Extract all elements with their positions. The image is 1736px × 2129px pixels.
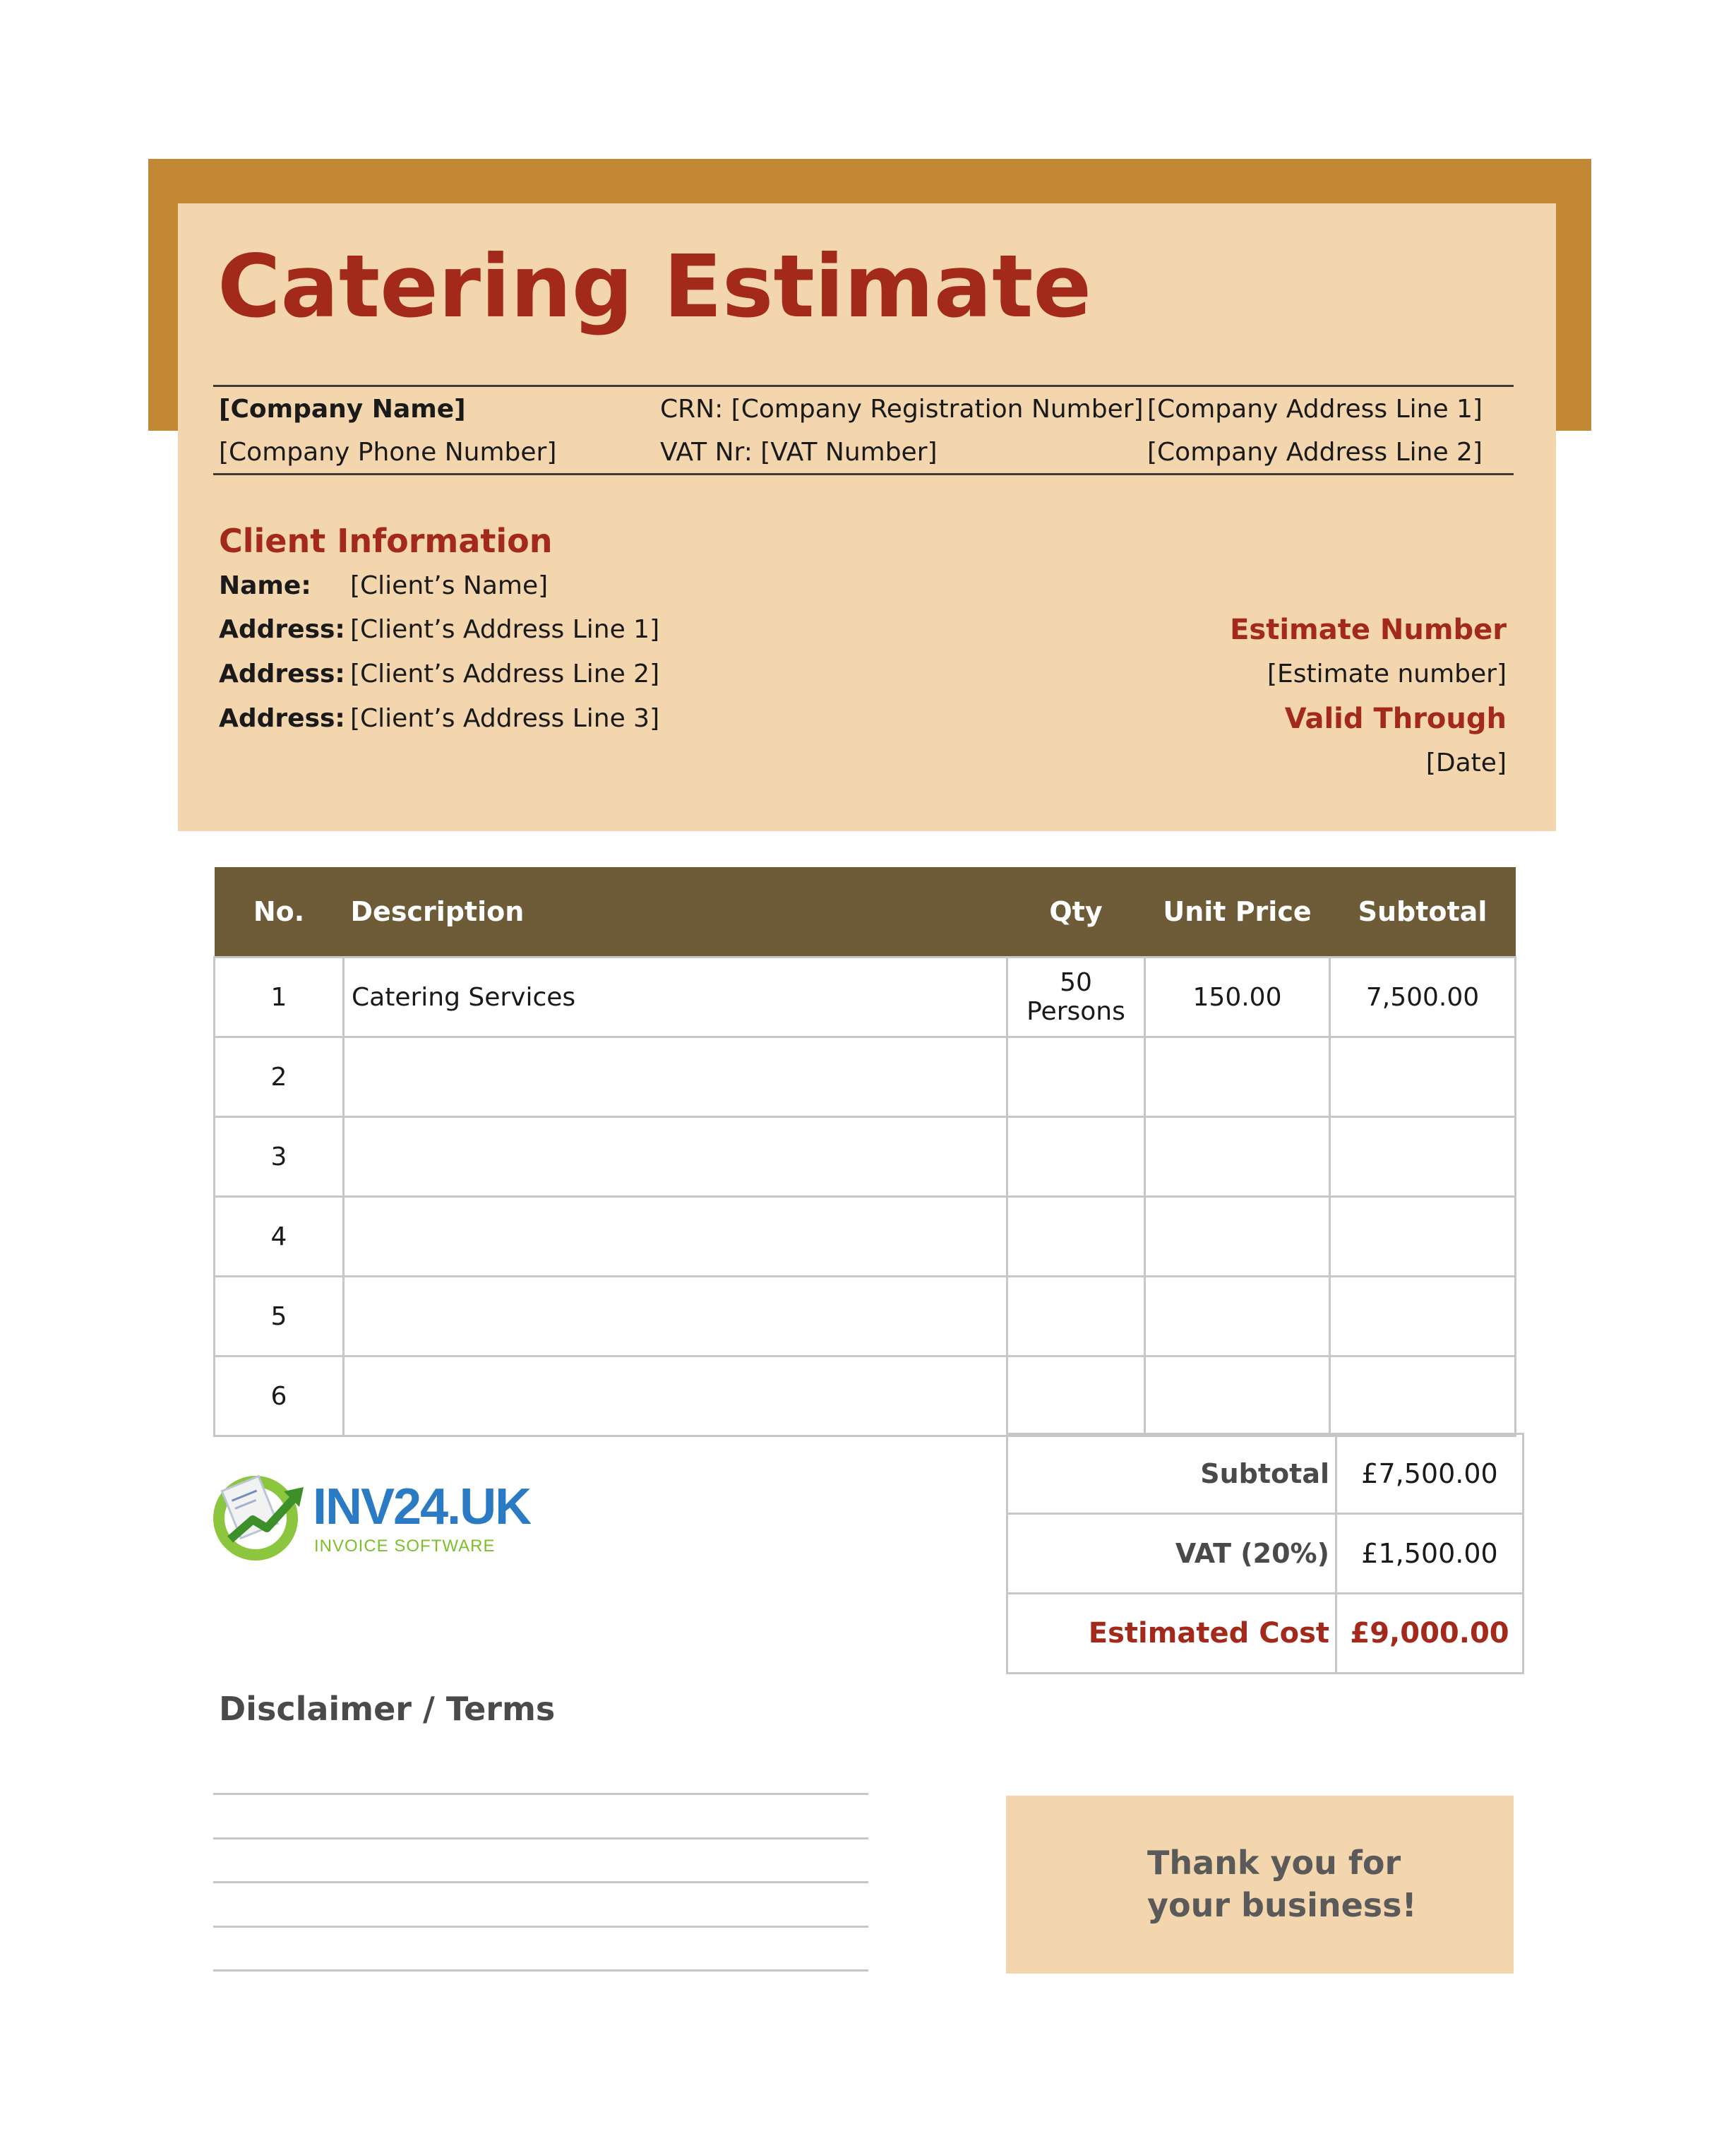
- estimated-cost-row: [1007, 1594, 1524, 1674]
- cell-qty: [1007, 1117, 1145, 1197]
- cell-description: Catering Services: [344, 958, 1007, 1037]
- cell-subtotal: [1330, 1037, 1516, 1117]
- header-subtotal: Subtotal: [1330, 867, 1516, 958]
- client-name-value: [Client’s Name]: [350, 571, 549, 600]
- estimate-number-label: Estimate Number: [1230, 614, 1507, 646]
- cell-unit-price: [1145, 1117, 1330, 1197]
- cell-qty: [1007, 1197, 1145, 1277]
- client-address-label-3: Address:: [219, 704, 345, 733]
- company-phone: [Company Phone Number]: [219, 438, 557, 467]
- cell-unit-price: [1145, 1197, 1330, 1277]
- company-vat: VAT Nr: [VAT Number]: [660, 438, 938, 467]
- line-items-table: [213, 867, 1516, 1437]
- subtotal-label: Subtotal: [1007, 1434, 1336, 1514]
- cell-qty: [1007, 1037, 1145, 1117]
- table-row: [215, 958, 1516, 1037]
- header-unit-price: Unit Price: [1145, 867, 1330, 958]
- company-top-rule: [213, 385, 1514, 387]
- client-address-line-2: [Client’s Address Line 2]: [350, 660, 660, 688]
- vat-label: VAT (20%): [1007, 1514, 1336, 1594]
- table-row: [215, 1117, 1516, 1197]
- cell-qty: 50 Persons: [1007, 958, 1145, 1037]
- cell-qty: [1007, 1277, 1145, 1356]
- cell-unit-price: [1145, 1277, 1330, 1356]
- cell-description: [344, 1037, 1007, 1117]
- cell-subtotal: [1330, 1277, 1516, 1356]
- disclaimer-line: [213, 1969, 868, 1972]
- cell-subtotal: 7,500.00: [1330, 958, 1516, 1037]
- company-address-line-2: [Company Address Line 2]: [1147, 438, 1483, 467]
- estimated-cost-label: Estimated Cost: [1007, 1594, 1336, 1674]
- table-row: [215, 1356, 1516, 1436]
- header-qty: Qty: [1007, 867, 1145, 958]
- thank-you-line-1: Thank you for: [1147, 1844, 1401, 1882]
- client-address-line-3: [Client’s Address Line 3]: [350, 704, 660, 733]
- table-row: [215, 1037, 1516, 1117]
- company-crn: CRN: [Company Registration Number]: [660, 395, 1144, 424]
- estimated-cost-value: £9,000.00: [1336, 1594, 1524, 1674]
- cell-subtotal: [1330, 1117, 1516, 1197]
- valid-through-label: Valid Through: [1284, 703, 1507, 735]
- company-name: [Company Name]: [219, 395, 466, 424]
- cell-no: 6: [215, 1356, 344, 1436]
- table-row: [215, 1197, 1516, 1277]
- vat-value: £1,500.00: [1336, 1514, 1524, 1594]
- thank-you-box: [1006, 1796, 1514, 1974]
- table-row: [215, 1277, 1516, 1356]
- cell-subtotal: [1330, 1197, 1516, 1277]
- cell-unit-price: 150.00: [1145, 958, 1330, 1037]
- logo-wordmark: INV24.UK: [313, 1479, 531, 1535]
- cell-description: [344, 1117, 1007, 1197]
- header-description: Description: [344, 867, 1007, 958]
- cell-no: 2: [215, 1037, 344, 1117]
- cell-description: [344, 1197, 1007, 1277]
- company-address-line-1: [Company Address Line 1]: [1147, 395, 1483, 424]
- totals-table: [1006, 1433, 1524, 1674]
- disclaimer-line: [213, 1881, 868, 1883]
- subtotal-row: [1007, 1434, 1524, 1514]
- client-address-label-2: Address:: [219, 660, 345, 688]
- disclaimer-line: [213, 1837, 868, 1839]
- vat-row: [1007, 1514, 1524, 1594]
- cell-unit-price: [1145, 1037, 1330, 1117]
- cell-subtotal: [1330, 1356, 1516, 1436]
- company-bottom-rule: [213, 473, 1514, 475]
- cell-no: 3: [215, 1117, 344, 1197]
- client-address-line-1: [Client’s Address Line 1]: [350, 615, 660, 644]
- cell-description: [344, 1277, 1007, 1356]
- header-no: No.: [215, 867, 344, 958]
- document-title: Catering Estimate: [217, 237, 1092, 337]
- cell-no: 5: [215, 1277, 344, 1356]
- cell-no: 1: [215, 958, 344, 1037]
- disclaimer-line: [213, 1793, 868, 1795]
- cell-unit-price: [1145, 1356, 1330, 1436]
- thank-you-line-2: your business!: [1147, 1886, 1417, 1924]
- client-information-heading: Client Information: [219, 522, 553, 560]
- client-address-label-1: Address:: [219, 615, 345, 644]
- cell-no: 4: [215, 1197, 344, 1277]
- valid-through-value: [Date]: [1425, 749, 1507, 777]
- disclaimer-line: [213, 1926, 868, 1928]
- cell-description: [344, 1356, 1007, 1436]
- client-name-label: Name:: [219, 571, 311, 600]
- cell-qty: [1007, 1356, 1145, 1436]
- disclaimer-heading: Disclaimer / Terms: [219, 1690, 556, 1728]
- subtotal-value: £7,500.00: [1336, 1434, 1524, 1514]
- logo-tagline: INVOICE SOFTWARE: [314, 1537, 496, 1556]
- table-header-row: [215, 867, 1516, 958]
- estimate-number-value: [Estimate number]: [1267, 660, 1507, 688]
